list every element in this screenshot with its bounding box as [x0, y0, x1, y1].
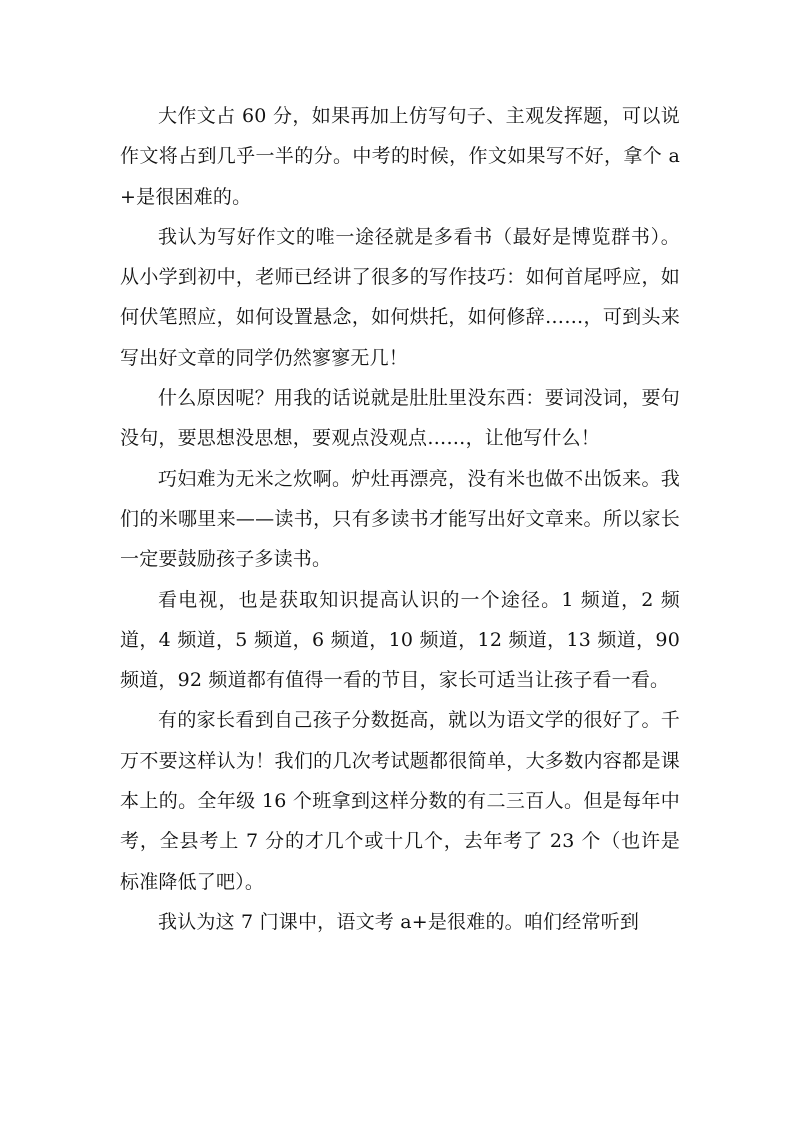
paragraph-no-rice: 巧妇难为无米之炊啊。炉灶再漂亮，没有米也做不出饭来。我们的米哪里来——读书，只有多读书才能写出好文章来。所以家长一定要鼓励孩子多读书。 — [120, 467, 680, 571]
paragraph-reason: 什么原因呢？用我的话说就是肚肚里没东西：要词没词，要句没句，要思想没思想，要观点没观点……，让他写什么！ — [120, 387, 680, 450]
paragraph-high-scores: 有的家长看到自己孩子分数挺高，就以为语文学的很好了。千万不要这样认为！我们的几次考试题都很简单，大多数内容都是课本上的。全年级 16 个班拿到这样分数的有二三百人。但是每年中考，全县考上 7 分的才几个或十几个，去年考了 23 个（也许是标准降低了吧）。 — [120, 709, 680, 893]
paragraph-composition-score: 大作文占 60 分，如果再加上仿写句子、主观发挥题，可以说作文将占到几乎一半的分。中考的时候，作文如果写不好，拿个 a+是很困难的。 — [120, 105, 680, 208]
paragraph-seven-subjects: 我认为这 7 门课中，语文考 a+是很难的。咱们经常听到 — [158, 910, 640, 933]
paragraph-read-more-books: 我认为写好作文的唯一途径就是多看书（最好是博览群书）。从小学到初中，老师已经讲了很多的写作技巧：如何首尾呼应，如何伏笔照应，如何设置悬念，如何烘托，如何修辞……，可到头来写出好文章的同学仍然寥寥无几！ — [120, 225, 680, 369]
document-page — [120, 96, 680, 942]
paragraph-watch-tv: 看电视，也是获取知识提高认识的一个途径。1 频道，2 频道，4 频道，5 频道，6 频道，10 频道，12 频道，13 频道，90 频道，92 频道都有值得一看的节目，家长可适当让孩子看一看。 — [120, 588, 680, 692]
